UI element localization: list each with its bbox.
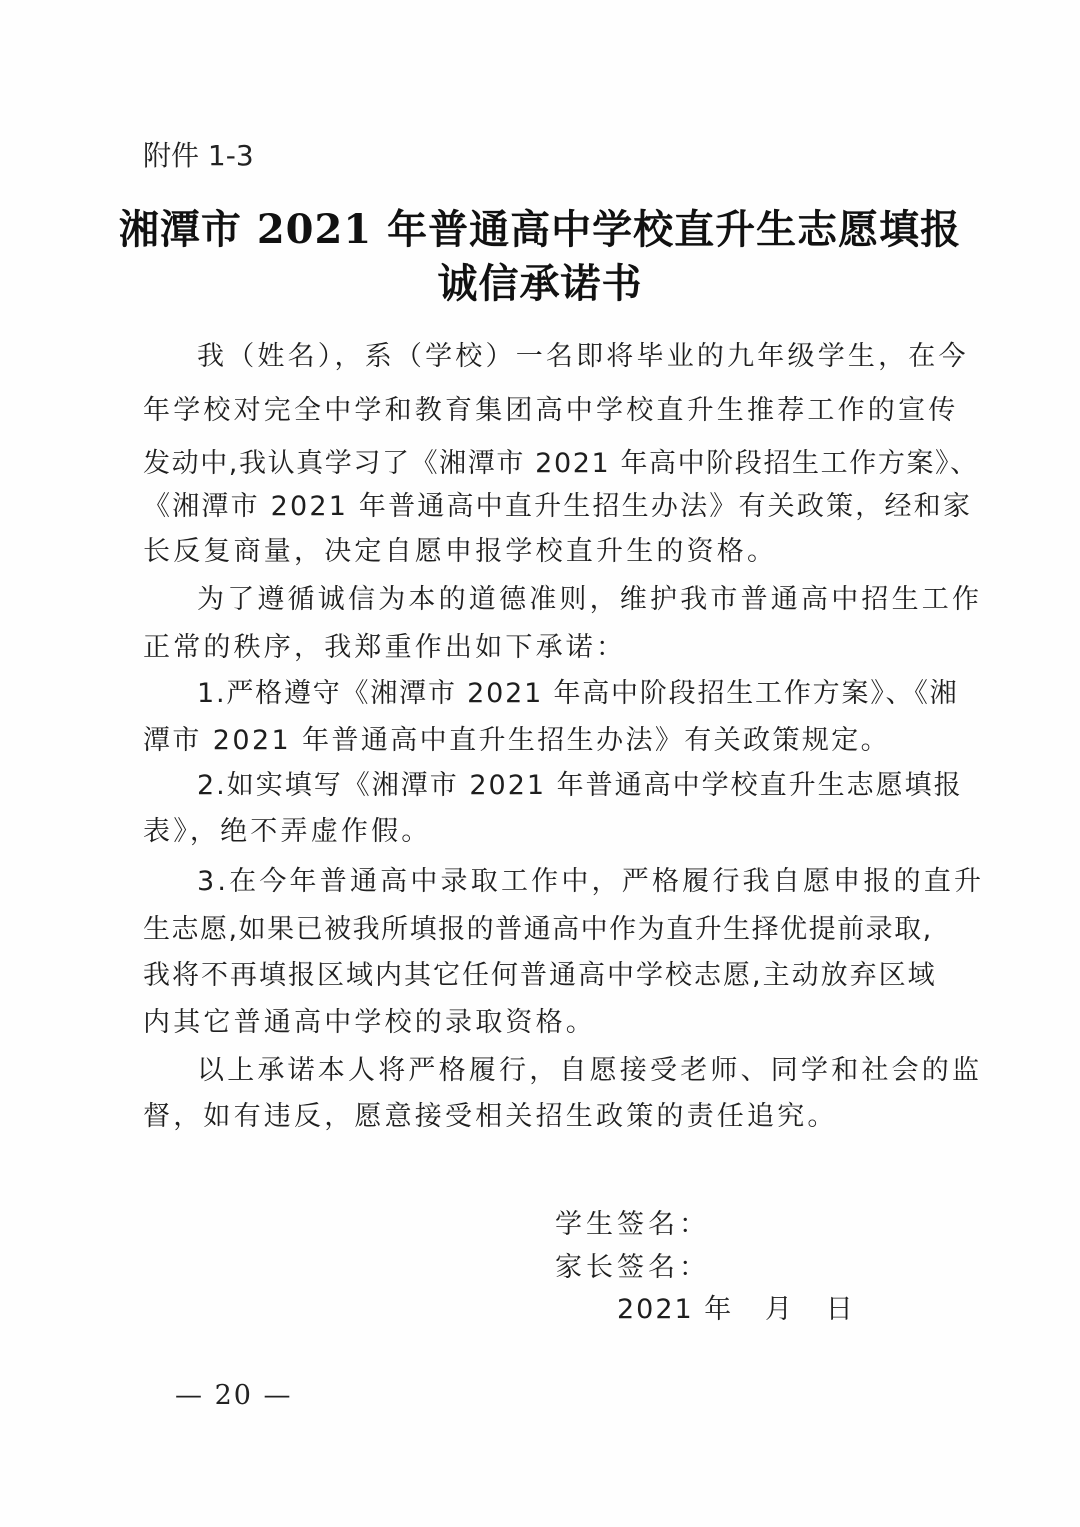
document-title-line-2: 诚信承诺书 bbox=[437, 260, 643, 307]
body-line: 正常的秩序，我郑重作出如下承诺： bbox=[143, 632, 627, 663]
body-line: 潭市 2021 年普通高中直升生招生办法》有关政策规定。 bbox=[143, 725, 891, 756]
signature-date: 2021 年 月 日 bbox=[617, 1294, 855, 1325]
body-line: 发动中,我认真学习了《湘潭市 2021 年高中阶段招生工作方案》、 bbox=[143, 448, 979, 479]
body-line: 2.如实填写《湘潭市 2021 年普通高中学校直升生志愿填报 bbox=[197, 770, 963, 801]
body-line: 生志愿,如果已被我所填报的普通高中作为直升生择优提前录取, bbox=[143, 914, 933, 945]
student-signature-label: 学生签名： bbox=[555, 1209, 710, 1240]
body-line: 督，如有违反，愿意接受相关招生政策的责任追究。 bbox=[143, 1101, 838, 1132]
page-number: — 20 — bbox=[175, 1380, 293, 1411]
body-line: 内其它普通高中学校的录取资格。 bbox=[143, 1007, 596, 1038]
body-line: 我（姓名），系（学校）一名即将毕业的九年级学生，在今 bbox=[197, 341, 969, 372]
parent-signature-label: 家长签名： bbox=[555, 1252, 710, 1283]
body-line: 长反复商量，决定自愿申报学校直升生的资格。 bbox=[143, 536, 778, 567]
body-line: 《湘潭市 2021 年普通高中直升生招生办法》有关政策，经和家 bbox=[143, 491, 973, 522]
body-line: 为了遵循诚信为本的道德准则，维护我市普通高中招生工作 bbox=[197, 584, 983, 615]
document-title-line-1: 湘潭市 2021 年普通高中学校直升生志愿填报 bbox=[118, 206, 962, 253]
attachment-label: 附件 1-3 bbox=[143, 139, 254, 172]
body-line: 3.在今年普通高中录取工作中，严格履行我自愿申报的直升 bbox=[197, 866, 985, 897]
body-line: 年学校对完全中学和教育集团高中学校直升生推荐工作的宣传 bbox=[143, 395, 959, 426]
body-line: 1.严格遵守《湘潭市 2021 年高中阶段招生工作方案》、《湘 bbox=[197, 678, 959, 709]
body-line: 以上承诺本人将严格履行，自愿接受老师、同学和社会的监 bbox=[197, 1055, 983, 1086]
body-line: 表》，绝不弄虚作假。 bbox=[143, 816, 432, 847]
body-line: 我将不再填报区域内其它任何普通高中学校志愿,主动放弃区域 bbox=[143, 960, 937, 991]
